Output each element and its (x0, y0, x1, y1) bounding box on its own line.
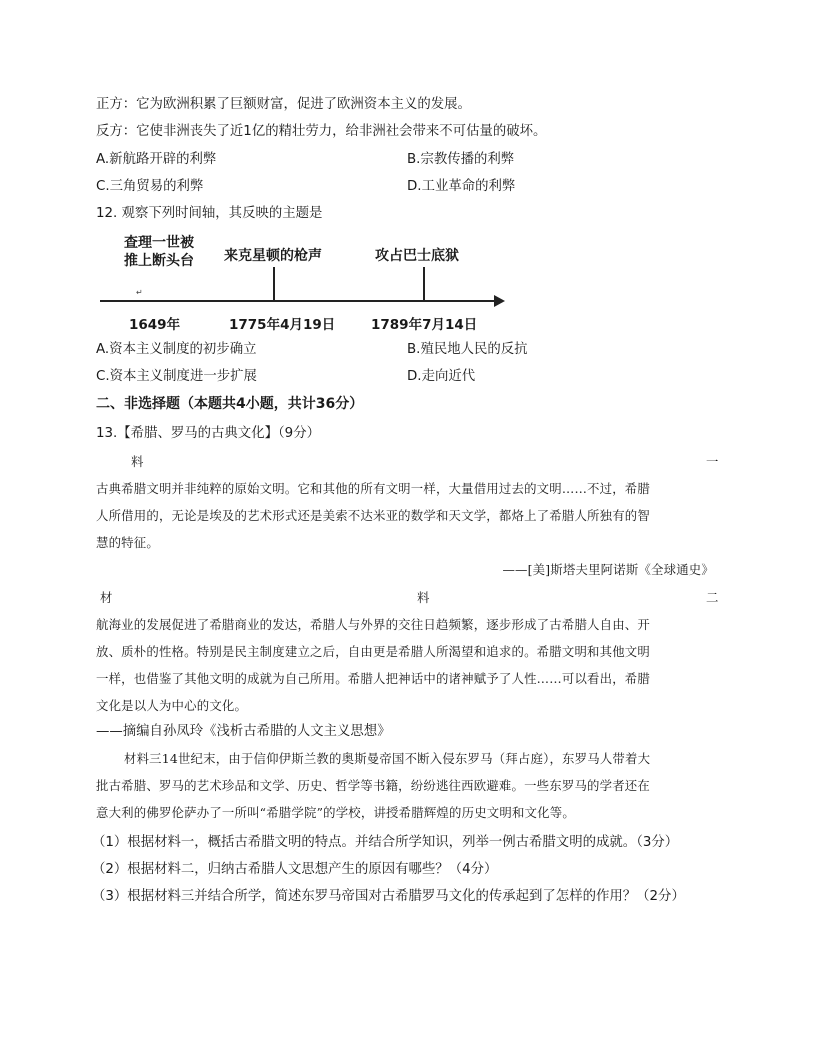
q11-option-a: A.新航路开辟的利弊 (96, 152, 217, 167)
q12-option-c: C.资本主义制度进一步扩展 (96, 369, 257, 384)
return-mark-icon: ↵ (136, 288, 143, 297)
timeline-event-2-label: 来克星顿的枪声 (224, 248, 322, 264)
timeline-event-1-label (114, 234, 204, 270)
material-1-line-3: 慧的特征。 (96, 535, 159, 550)
q11-con-statement: 反方：它使非洲丧失了近1亿的精壮劳力，给非洲社会带来不可估量的破坏。 (96, 124, 547, 139)
subquestion-1: （1）根据材料一，概括古希腊文明的特点。并结合所学知识，列举一例古希腊文明的成就。（3分） (92, 835, 679, 850)
q11-option-d: D.工业革命的利弊 (407, 179, 516, 194)
material-2-source: ——摘编自孙凤玲《浅析古希腊的人文主义思想》 (96, 724, 391, 739)
q12-option-a: A.资本主义制度的初步确立 (96, 342, 257, 357)
q11-option-c: C.三角贸易的利弊 (96, 179, 204, 194)
timeline-event-1-date: 1649年 (129, 317, 181, 333)
material-1-heading-right: 一 (706, 454, 719, 469)
q13-title: 13.【希腊、罗马的古典文化】（9分） (96, 426, 320, 441)
material-2-heading-mid: 料 (417, 590, 430, 605)
material-3-line-1: 材料三14世纪末，由于信仰伊斯兰教的奥斯曼帝国不断入侵东罗马（拜占庭），东罗马人带着大 (124, 751, 651, 766)
material-3-line-2: 批古希腊、罗马的艺术珍品和文学、历史、哲学等书籍，纷纷逃往西欧避难。一些东罗马的学者还在 (96, 778, 650, 793)
subquestion-2: （2）根据材料二，归纳古希腊人文思想产生的原因有哪些？（4分） (92, 862, 498, 877)
material-1-line-2: 人所借用的，无论是埃及的艺术形式还是美索不达米亚的数学和天文学，都烙上了希腊人所独有的智 (96, 508, 650, 523)
timeline-event-3-date: 1789年7月14日 (371, 317, 478, 333)
material-2-line-4: 文化是以人为中心的文化。 (96, 698, 248, 713)
q11-pro-statement: 正方：它为欧洲积累了巨额财富，促进了欧洲资本主义的发展。 (96, 97, 471, 112)
material-1-source: ——[美]斯塔夫里阿诺斯《全球通史》 (502, 562, 714, 577)
material-3-line-3: 意大利的佛罗伦萨办了一所叫“希腊学院”的学校，讲授希腊辉煌的历史文明和文化等。 (96, 805, 575, 820)
timeline-arrow-icon (494, 295, 505, 307)
material-2-line-3: 一样，也借鉴了其他文明的成就为自己所用。希腊人把神话中的诸神赋予了人性……可以看出，希腊 (96, 671, 650, 686)
material-2-line-2: 放、质朴的性格。特别是民主制度建立之后，自由更是希腊人所渴望和追求的。希腊文明和其他文明 (96, 644, 650, 659)
section-heading: 二、非选择题（本题共4小题，共计36分） (96, 396, 364, 412)
material-2-line-1: 航海业的发展促进了希腊商业的发达，希腊人与外界的交往日趋频繁，逐步形成了古希腊人自由、开 (96, 617, 650, 632)
material-1-line-1: 古典希腊文明并非纯粹的原始文明。它和其他的所有文明一样，大量借用过去的文明……不过，希腊 (96, 481, 650, 496)
material-1-heading-left: 料 (131, 454, 144, 469)
timeline-event-3-label: 攻占巴士底狱 (375, 248, 459, 264)
timeline-event-2-date: 1775年4月19日 (229, 317, 336, 333)
timeline-tick-3 (423, 267, 425, 301)
timeline-event-1-line2: 推上断头台 (124, 253, 194, 269)
timeline-event-1-line1: 查理一世被 (124, 235, 194, 251)
timeline-tick-2 (273, 267, 275, 301)
subquestion-3: （3）根据材料三并结合所学，简述东罗马帝国对古希腊罗马文化的传承起到了怎样的作用？（2分） (92, 889, 685, 904)
material-2-heading-right: 二 (706, 590, 719, 605)
q11-option-b: B.宗教传播的利弊 (407, 152, 515, 167)
timeline-axis (100, 300, 498, 302)
timeline-figure (96, 230, 516, 340)
q12-option-d: D.走向近代 (407, 369, 476, 384)
q12-option-b: B.殖民地人民的反抗 (407, 342, 528, 357)
material-2-heading-left: 材 (100, 590, 113, 605)
q12-stem: 12. 观察下列时间轴，其反映的主题是 (96, 206, 323, 221)
